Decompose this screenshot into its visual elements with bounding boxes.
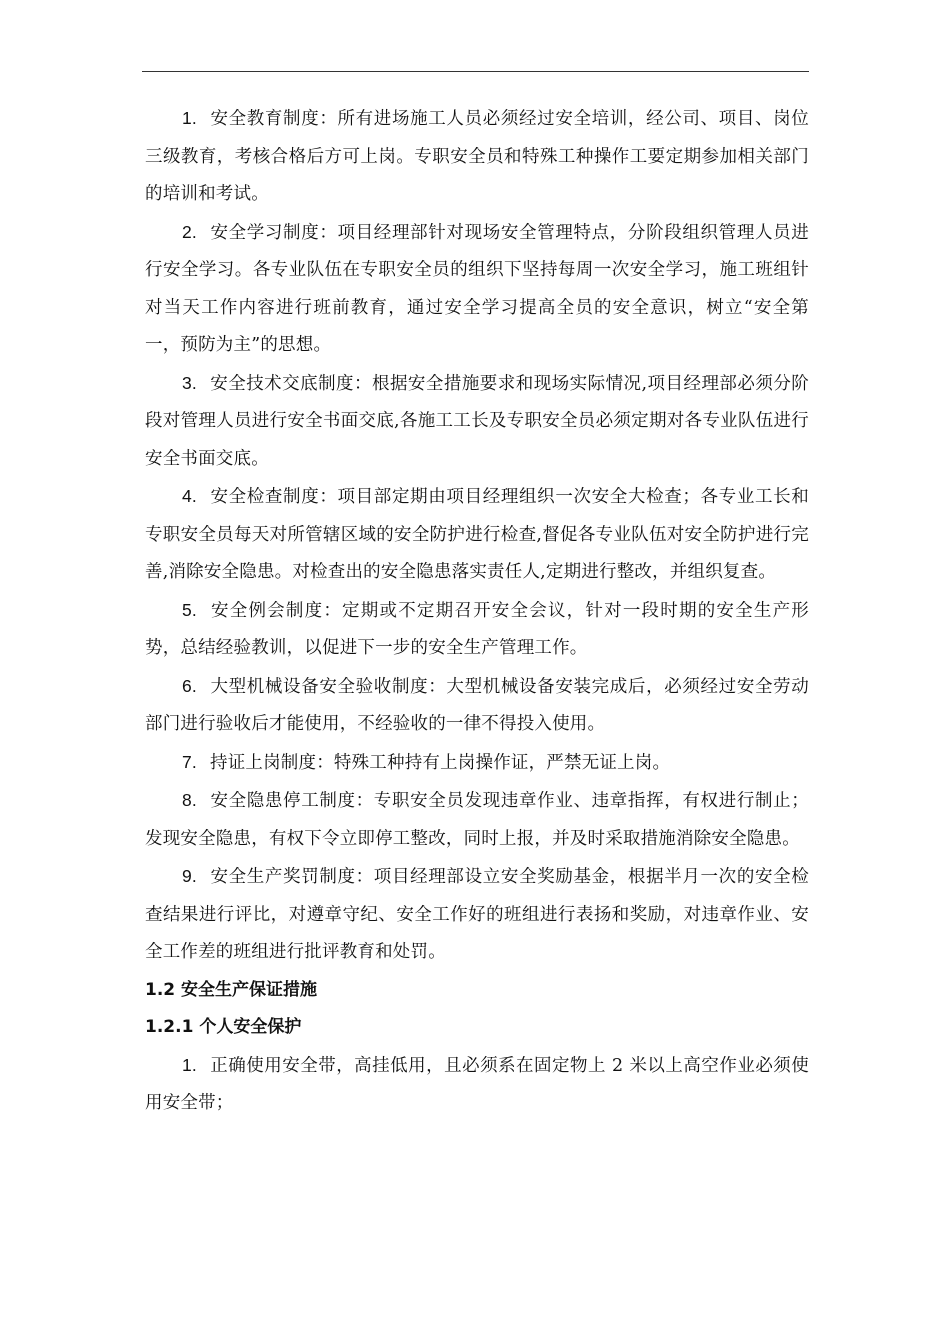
section-heading: 1.2 安全生产保证措施 xyxy=(145,979,318,1000)
paragraph-9 xyxy=(145,858,809,972)
item-number: 8. xyxy=(182,790,197,810)
paragraph-text: 持证上岗制度：特殊工种持有上岗操作证，严禁无证上岗。 xyxy=(210,752,671,773)
sub-paragraph-1 xyxy=(145,1047,809,1123)
paragraph-3 xyxy=(145,365,809,479)
paragraph-text: 安全学习制度：项目经理部针对现场安全管理特点，分阶段组织管理人员进行安全学习。各专业队伍在专职安全员的组织下坚持每周一次安全学习，施工班组针对当天工作内容进行班前教育，通过安全学习提高全员的安全意识，树立“安全第一，预防为主”的思想。 xyxy=(145,222,809,355)
document-body xyxy=(145,100,809,1123)
paragraph-text: 安全例会制度：定期或不定期召开安全会议，针对一段时期的安全生产形势，总结经验教训，以促进下一步的安全生产管理工作。 xyxy=(145,600,809,658)
paragraph-7 xyxy=(145,744,809,783)
paragraph-text: 安全隐患停工制度：专职安全员发现违章作业、违章指挥，有权进行制止；发现安全隐患，有权下令立即停工整改，同时上报，并及时采取措施消除安全隐患。 xyxy=(145,791,809,849)
paragraph-8 xyxy=(145,782,809,858)
header-rule xyxy=(142,71,809,72)
item-number: 3. xyxy=(182,372,197,393)
paragraph-6 xyxy=(145,668,809,744)
paragraph-text: 安全技术交底制度：根据安全措施要求和现场实际情况,项目经理部必须分阶段对管理人员进行安全书面交底,各施工工长及专职安全员必须定期对各专业队伍进行安全书面交底。 xyxy=(145,373,809,469)
paragraph-5 xyxy=(145,592,809,668)
item-number: 2. xyxy=(182,221,197,242)
paragraph-text: 安全检查制度：项目部定期由项目经理组织一次安全大检查；各专业工长和专职安全员每天对所管辖区域的安全防护进行检查,督促各专业队伍对安全防护进行完善,消除安全隐患。对检查出的安全隐患落实责任人,定期进行整改，并组织复查。 xyxy=(145,487,809,582)
paragraph-text: 正确使用安全带，高挂低用，且必须系在固定物上 2 米以上高空作业必须使用安全带； xyxy=(145,1055,809,1113)
paragraph-text: 安全教育制度：所有进场施工人员必须经过安全培训，经公司、项目、岗位三级教育，考核合格后方可上岗。专职安全员和特殊工种操作工要定期参加相关部门的培训和考试。 xyxy=(145,109,809,204)
subsection-heading: 1.2.1 个人安全保护 xyxy=(145,1017,302,1037)
item-number: 4. xyxy=(182,486,197,506)
item-number: 9. xyxy=(182,866,197,886)
item-number: 6. xyxy=(182,675,197,696)
paragraph-text: 大型机械设备安全验收制度：大型机械设备安装完成后，必须经过安全劳动部门进行验收后才能使用，不经验收的一律不得投入使用。 xyxy=(145,676,809,734)
paragraph-1 xyxy=(145,100,809,214)
paragraph-2 xyxy=(145,214,809,365)
paragraph-text: 安全生产奖罚制度：项目经理部设立安全奖励基金，根据半月一次的安全检查结果进行评比，对遵章守纪、安全工作好的班组进行表扬和奖励，对违章作业、安全工作差的班组进行批评教育和处罚。 xyxy=(145,867,809,962)
item-number: 1. xyxy=(182,1054,197,1075)
item-number: 1. xyxy=(182,108,197,128)
item-number: 7. xyxy=(182,751,197,772)
item-number: 5. xyxy=(182,599,197,620)
paragraph-4 xyxy=(145,478,809,592)
